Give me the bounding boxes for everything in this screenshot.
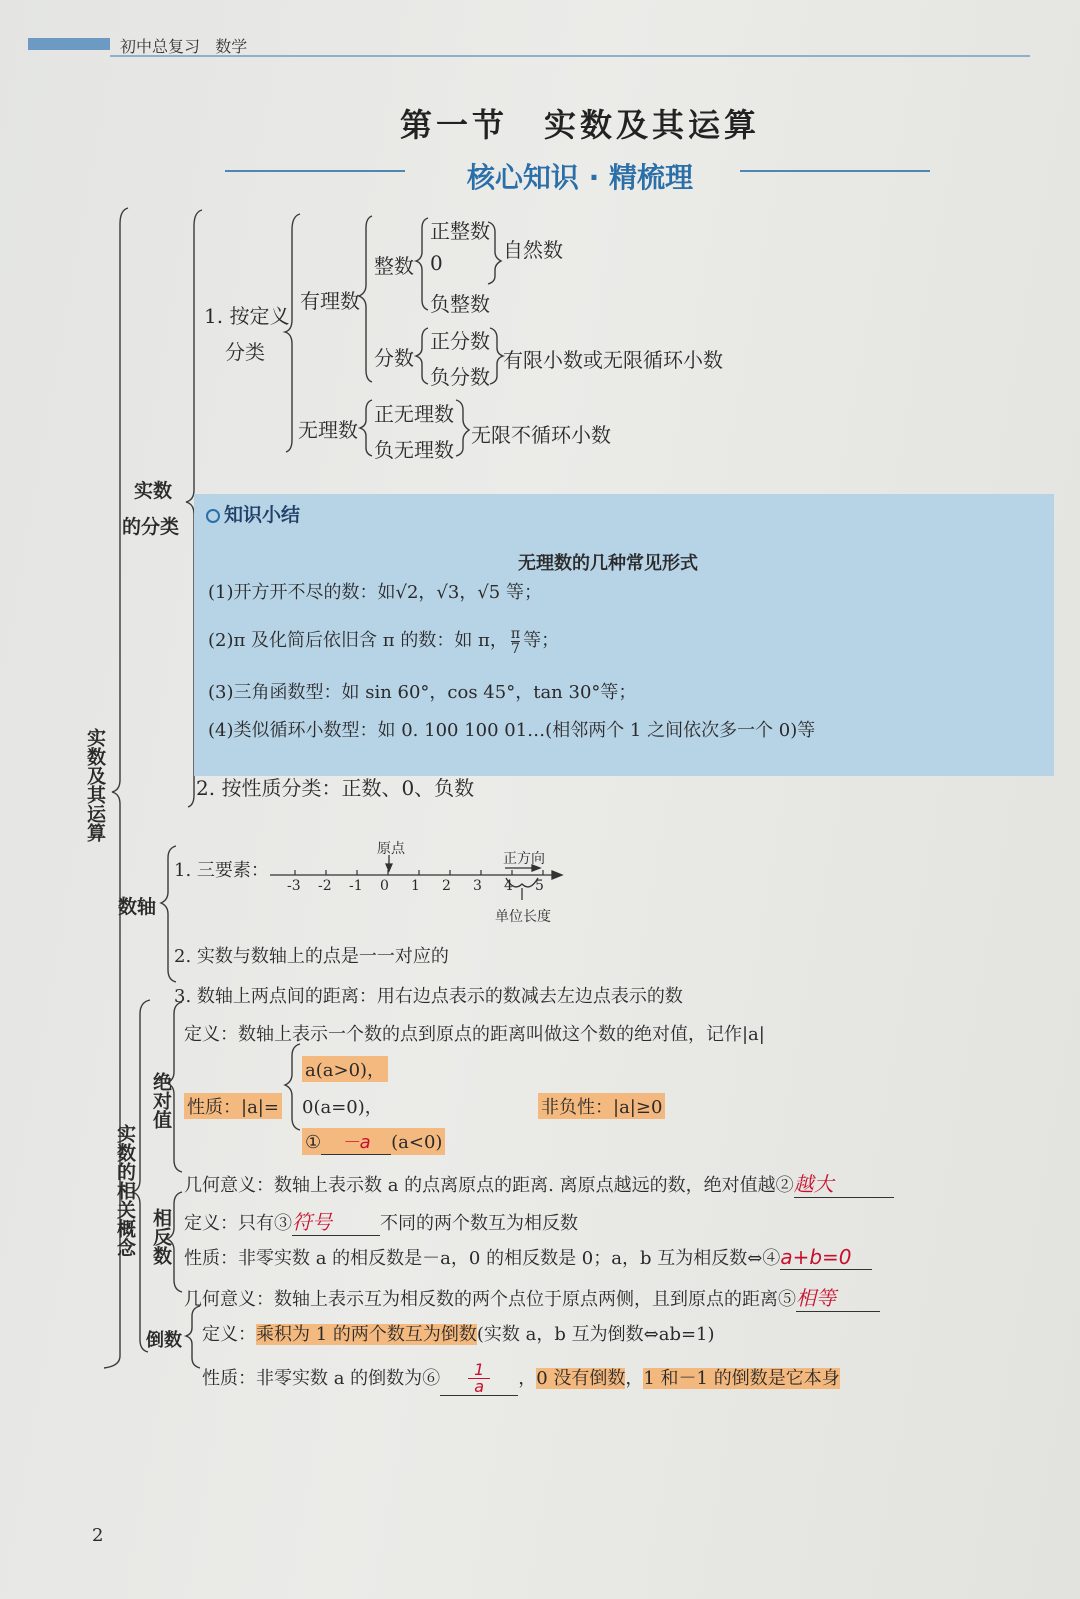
tick-label: -1 bbox=[349, 878, 363, 894]
header-book: 初中总复习 bbox=[120, 37, 201, 56]
reciprocal-property: 性质：非零实数 a 的倒数为⑥ $\frac{1}{a}$ ，0 没有倒数，1 和－1 的倒数是它本身 bbox=[202, 1360, 840, 1396]
classification-label-1: 实数 bbox=[134, 480, 173, 502]
section-subtitle: 核心知识 · 精梳理 bbox=[466, 161, 694, 194]
neg-frac-label: 负分数 bbox=[430, 365, 490, 389]
fraction-note: 有限小数或无限循环小数 bbox=[503, 348, 723, 372]
zero-label: 0 bbox=[430, 251, 443, 275]
tick-label: 0 bbox=[380, 878, 389, 894]
root-label: 实数及其运算 bbox=[84, 728, 106, 842]
axis-arrow bbox=[552, 871, 562, 879]
tick-label: 2 bbox=[442, 878, 451, 894]
irrational-note: 无限不循环小数 bbox=[471, 423, 611, 447]
origin-pointer-head bbox=[386, 864, 392, 871]
summary-heading: 知识小结 bbox=[206, 500, 300, 527]
header-subject: 数学 bbox=[215, 37, 248, 56]
reciprocal-zero-highlight: 0 没有倒数 bbox=[536, 1368, 626, 1389]
answer-5: 相等 bbox=[796, 1282, 880, 1312]
classification-label-2: 的分类 bbox=[122, 516, 180, 538]
tick-label: 3 bbox=[473, 878, 482, 894]
answer-2: 越大 bbox=[794, 1168, 894, 1198]
neg-int-label: 负整数 bbox=[430, 292, 490, 316]
by-definition-label-1: 1. 按定义 bbox=[204, 304, 290, 328]
related-label: 实数的相关概念 bbox=[114, 1124, 136, 1257]
tick-label: 5 bbox=[535, 878, 544, 894]
abs-geometry: 几何意义：数轴上表示数 a 的点离原点的距离. 离原点越远的数，绝对值越②越大 bbox=[184, 1168, 894, 1198]
summary-item-4: (4)类似循环小数型：如 0. 100 100 01…(相邻两个 1 之间依次多一个 0)等 bbox=[208, 720, 816, 741]
by-property: 2. 按性质分类：正数、0、负数 bbox=[196, 776, 475, 800]
summary-item-1: (1)开方开不尽的数：如√2，√3，√5 等； bbox=[208, 582, 542, 603]
opposite-geometry: 几何意义：数轴上表示互为相反数的两个点位于原点两侧，且到原点的距离⑤相等 bbox=[184, 1282, 880, 1312]
abs-case-2: 0(a=0)， bbox=[302, 1097, 383, 1118]
abs-property-label: 性质：|a|= bbox=[184, 1093, 282, 1119]
unit-length-label: 单位长度 bbox=[495, 909, 551, 925]
origin-label: 原点 bbox=[377, 841, 405, 857]
tick-label: -2 bbox=[318, 878, 332, 894]
pos-frac-label: 正分数 bbox=[430, 329, 490, 353]
tick-label: -3 bbox=[287, 878, 301, 894]
fraction-label: 分数 bbox=[374, 346, 414, 370]
integer-label: 整数 bbox=[374, 254, 414, 278]
reciprocal-definition-highlight: 乘积为 1 的两个数互为倒数 bbox=[256, 1324, 477, 1345]
pos-int-label: 正整数 bbox=[430, 219, 490, 243]
answer-4: a+b=0 bbox=[780, 1245, 872, 1270]
abs-definition: 定义：数轴上表示一个数的点到原点的距离叫做这个数的绝对值，记作|a| bbox=[184, 1024, 765, 1045]
number-line-label: 数轴 bbox=[118, 896, 157, 918]
pi-over-7-fraction: $\frac{\pi}{7}$ bbox=[510, 625, 521, 657]
opposite-property: 性质：非零实数 a 的相反数是－a，0 的相反数是 0；a，b 互为相反数⇔④a+b=0 bbox=[184, 1244, 872, 1270]
section-title: 第一节 实数及其运算 bbox=[399, 106, 760, 144]
abs-nonnegativity: 非负性：|a|≥0 bbox=[538, 1093, 665, 1119]
neg-irr-label: 负无理数 bbox=[374, 438, 454, 462]
reciprocal-definition: 定义：乘积为 1 的两个数互为倒数(实数 a，b 互为倒数⇔ab=1) bbox=[202, 1324, 715, 1345]
abs-case-3: ① －a (a<0) bbox=[302, 1128, 445, 1155]
page-number: 2 bbox=[92, 1525, 104, 1546]
answer-3: 符号 bbox=[292, 1206, 380, 1236]
summary-item-2: (2)π 及化简后依旧含 π 的数：如 π， $\frac{\pi}{7}$ 等； bbox=[208, 625, 560, 657]
positive-direction-label: 正方向 bbox=[503, 851, 545, 867]
tick-label: 4 bbox=[504, 878, 513, 894]
number-line-item-1: 1. 三要素： bbox=[174, 860, 269, 881]
answer-6: $\frac{1}{a}$ bbox=[440, 1362, 518, 1396]
tick-label: 1 bbox=[411, 878, 420, 894]
natural-label: 自然数 bbox=[503, 238, 563, 262]
rational-label: 有理数 bbox=[300, 289, 360, 313]
summary-item-3: (3)三角函数型：如 sin 60°，cos 45°，tan 30°等； bbox=[208, 682, 637, 703]
opposite-definition: 定义：只有③符号 不同的两个数互为相反数 bbox=[184, 1206, 578, 1236]
by-definition-label-2: 分类 bbox=[225, 340, 265, 364]
irrational-label: 无理数 bbox=[298, 418, 358, 442]
pos-irr-label: 正无理数 bbox=[374, 402, 454, 426]
number-line-item-2: 2. 实数与数轴上的点是一一对应的 bbox=[174, 946, 449, 967]
number-line-item-3: 3. 数轴上两点间的距离：用右边点表示的数减去左边点表示的数 bbox=[174, 986, 683, 1007]
summary-title: 无理数的几种常见形式 bbox=[518, 553, 698, 574]
abs-case-1: a(a>0)， bbox=[302, 1056, 388, 1082]
answer-1: －a bbox=[321, 1128, 391, 1155]
opposite-label: 相反数 bbox=[150, 1208, 172, 1265]
reciprocal-ones-highlight: 1 和－1 的倒数是它本身 bbox=[643, 1368, 840, 1389]
abs-label: 绝对值 bbox=[150, 1072, 172, 1129]
reciprocal-label: 倒数 bbox=[146, 1330, 182, 1351]
